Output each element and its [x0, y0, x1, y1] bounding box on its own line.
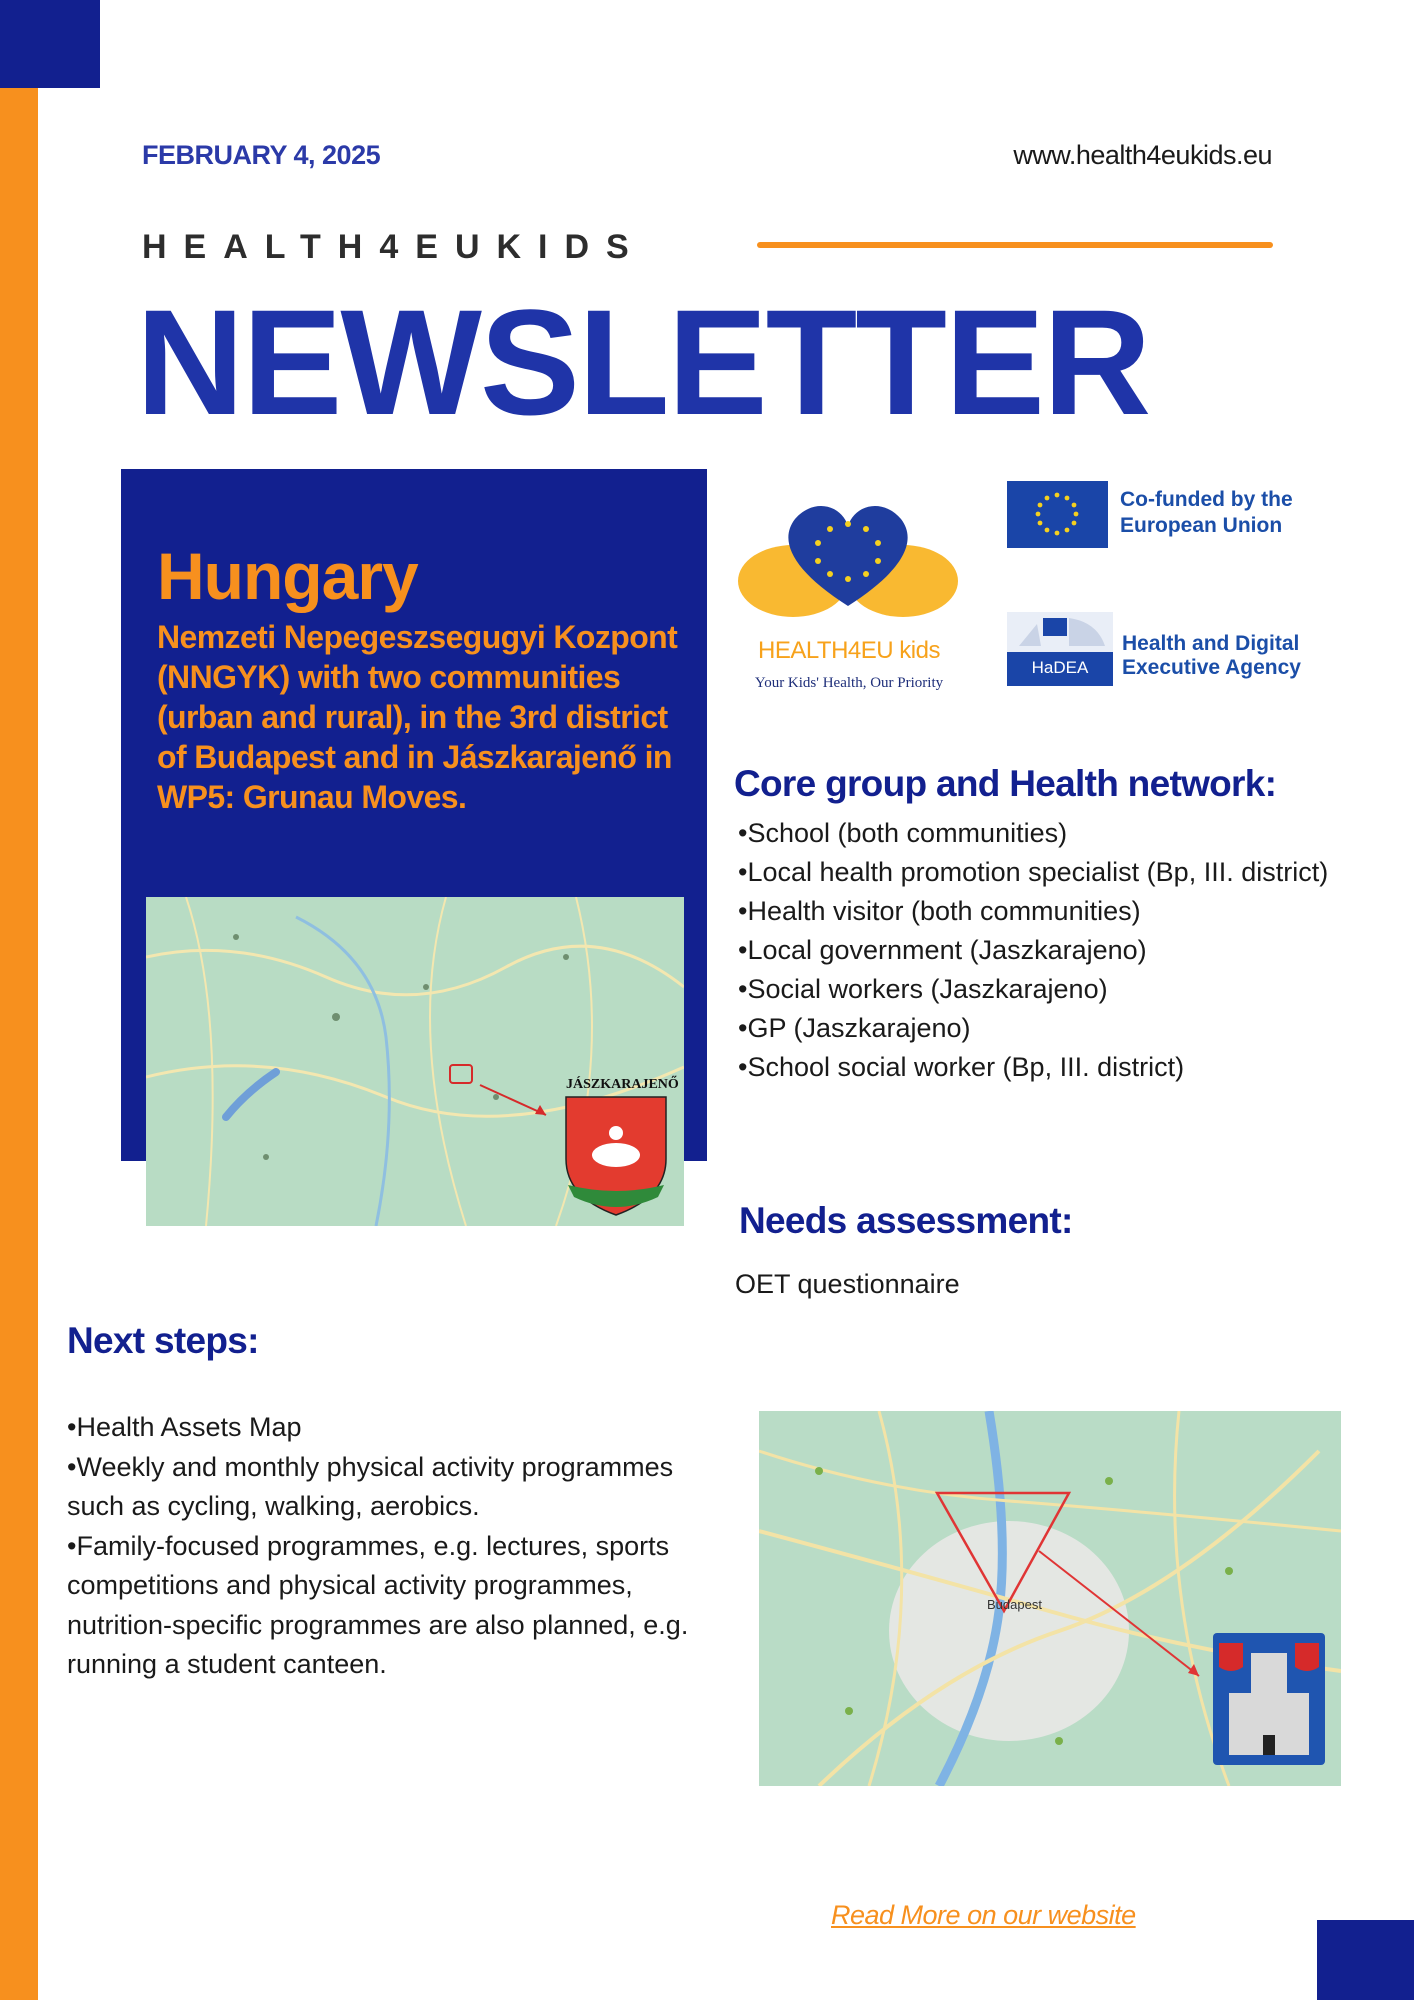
list-item: •School social worker (Bp, III. district) [738, 1052, 1185, 1082]
brand-kicker: HEALTH4EUKIDS [142, 228, 646, 266]
crest-label: JÁSZKARAJENŐ [566, 1077, 679, 1092]
next-steps-heading: Next steps: [67, 1320, 259, 1361]
list-item: •Social workers (Jaszkarajeno) [738, 974, 1108, 1004]
list-item: •Local government (Jaszkarajeno) [738, 935, 1147, 965]
eu-cofunded-label: Co-funded by the European Union [1120, 488, 1293, 537]
budapest-map-image [759, 1411, 1341, 1786]
hadea-agency-name: Health and Digital Executive Agency [1122, 632, 1301, 679]
hadea-acronym: HaDEA [1031, 658, 1089, 677]
page-title: NEWSLETTER [136, 278, 1150, 446]
list-item: •GP (Jaszkarajeno) [738, 1013, 971, 1043]
hungary-map-image [146, 897, 684, 1226]
list-item: •Health visitor (both communities) [738, 896, 1141, 926]
list-item: •Family-focused programmes, e.g. lectures, sports competitions and physical activity programmes, nutrition-specific programmes are also planned, e.g. running a student canteen. [67, 1530, 689, 1679]
next-steps-list [67, 1408, 717, 1685]
eu-flag-icon [1007, 481, 1108, 548]
budapest-map-label: Budapest [987, 1597, 1042, 1612]
list-item: •Health Assets Map [67, 1412, 302, 1442]
health4eu-kids-tagline: Your Kids' Health, Our Priority [754, 675, 944, 691]
divider-rule [757, 242, 1273, 248]
core-group-list [738, 814, 1338, 1087]
list-item: •Weekly and monthly physical activity programmes such as cycling, walking, aerobics. [67, 1451, 674, 1521]
heart-flag-icon [733, 486, 963, 636]
core-group-heading: Core group and Health network: [734, 763, 1277, 804]
website-link[interactable]: www.health4eukids.eu [1013, 140, 1272, 170]
health4eu-kids-logo [733, 486, 963, 700]
left-accent-stripe [0, 88, 38, 2000]
read-more-link[interactable]: Read More on our website [831, 1900, 1136, 1930]
needs-assessment-body: OET questionnaire [735, 1269, 960, 1299]
corner-decoration-bottom [1317, 1920, 1414, 2000]
list-item: •School (both communities) [738, 818, 1068, 848]
corner-decoration-top [0, 0, 100, 88]
country-description: Nemzeti Nepegeszsegugyi Kozpont (NNGYK) with two communities (urban and rural), in the 3rd district of Budapest and in Jászkarajenő in WP5: Grunau Moves. [157, 619, 678, 815]
health4eu-kids-wordmark: HEALTH4EU kids [758, 637, 940, 664]
needs-assessment-heading: Needs assessment: [739, 1200, 1073, 1241]
list-item: •Local health promotion specialist (Bp, III. district) [738, 857, 1329, 887]
newsletter-date: FEBRUARY 4, 2025 [142, 140, 381, 170]
country-name: Hungary [157, 539, 418, 613]
